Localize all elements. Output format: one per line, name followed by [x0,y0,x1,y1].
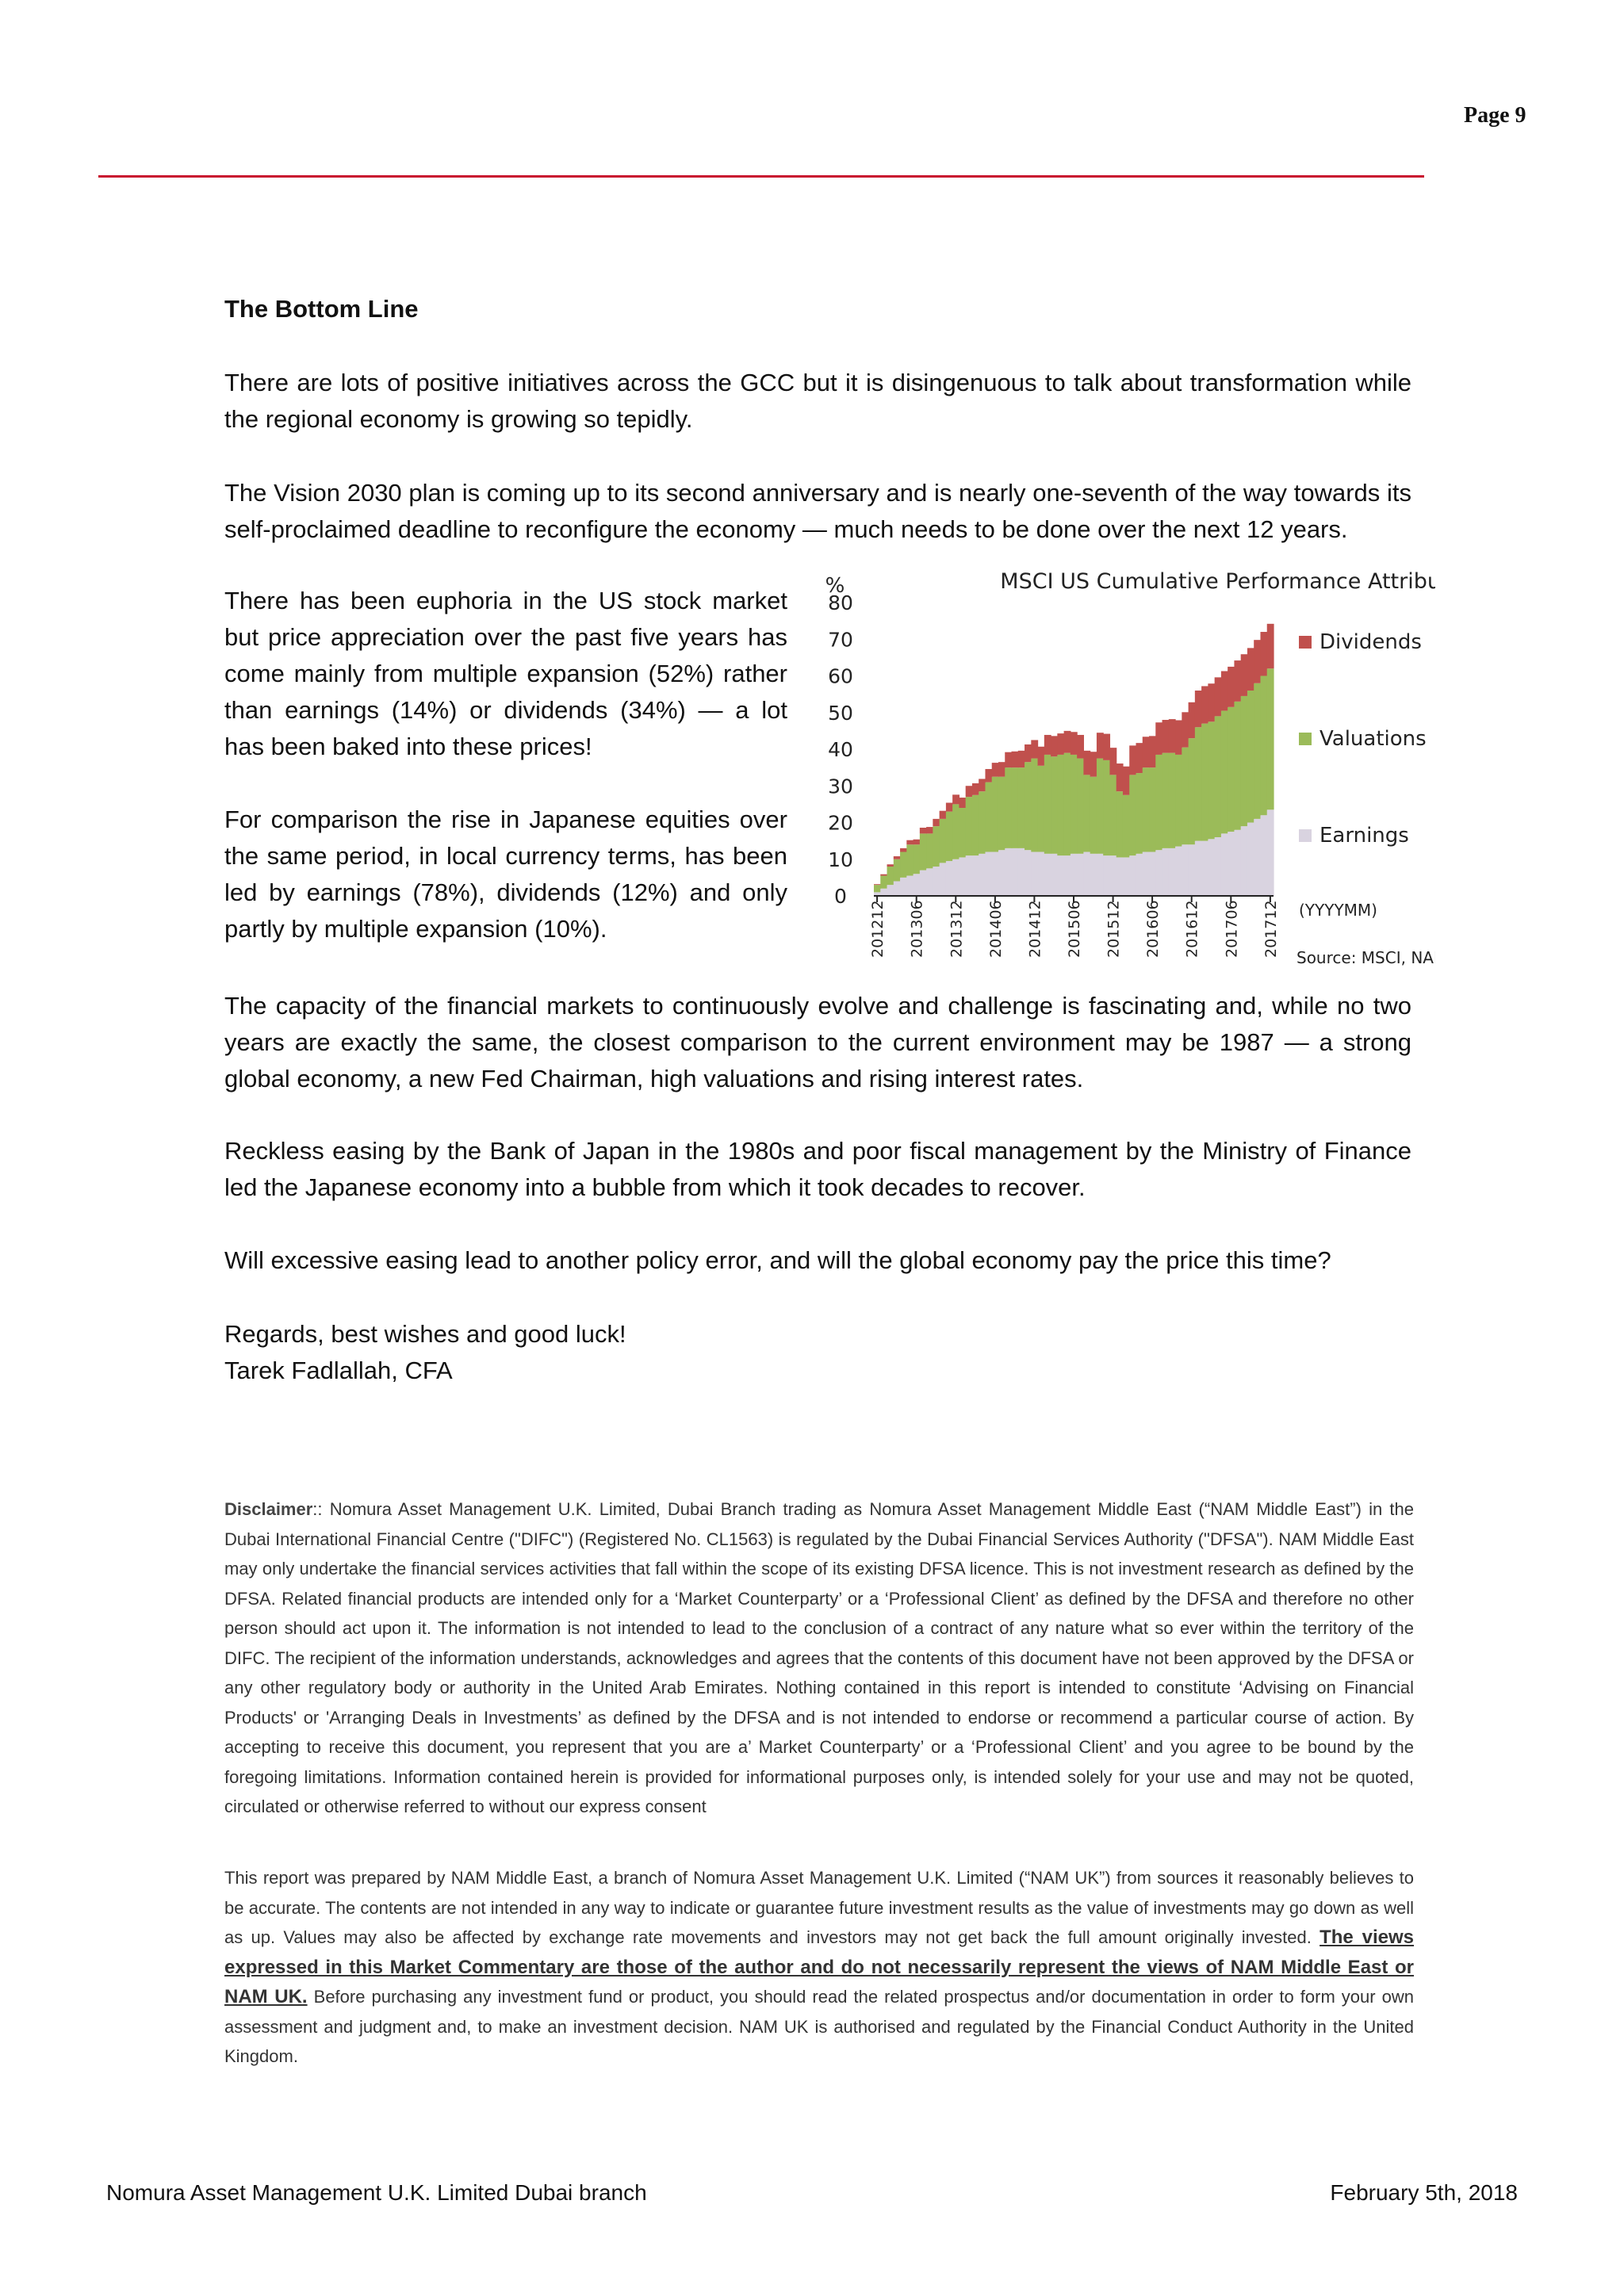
bar-valuations-201408 [1005,767,1012,848]
page-number: Page 9 [1464,103,1526,128]
bar-valuations-201512 [1109,775,1116,855]
y-tick-label: 70 [828,628,853,652]
bar-dividends-201301 [880,874,887,876]
bar-valuations-201602 [1123,795,1130,858]
bar-earnings-201708 [1241,826,1248,896]
bar-earnings-201410 [1018,848,1025,896]
bar-earnings-201612 [1189,844,1196,896]
bar-earnings-201406 [992,852,999,897]
bar-dividends-201408 [1005,752,1012,767]
closing-line: Regards, best wishes and good luck! [224,1320,626,1348]
bar-earnings-201302 [887,885,894,896]
bar-valuations-201611 [1182,748,1189,845]
bar-earnings-201409 [1012,848,1019,896]
paragraph-vision-2030: The Vision 2030 plan is coming up to its second anniversary and is nearly one-seventh of the way towards its self-proclaimed deadline to reconfigure the economy — much needs to be done over the next 12 years. [224,479,1411,543]
chart-svg [801,555,1435,983]
bar-dividends-201708 [1241,654,1248,696]
bar-valuations-201709 [1247,691,1254,823]
bar-valuations-201605 [1143,767,1150,851]
bar-dividends-201401 [959,798,966,808]
bar-valuations-201706 [1228,707,1235,832]
bar-dividends-201607 [1155,722,1162,755]
bar-dividends-201412 [1031,740,1038,758]
bar-earnings-201509 [1090,854,1097,896]
bar-earnings-201602 [1123,857,1130,896]
bar-dividends-201505 [1064,731,1071,753]
chart-y-ticks [828,591,853,908]
bar-dividends-201606 [1149,736,1156,767]
bar-dividends-201410 [1018,751,1025,767]
header-rule [98,175,1424,178]
bar-earnings-201605 [1143,852,1150,897]
bar-valuations-201503 [1051,756,1058,854]
bar-earnings-201312 [952,859,959,896]
bar-dividends-201303 [894,856,901,859]
bar-valuations-201302 [887,867,894,885]
msci-attribution-chart [801,555,1435,983]
bar-valuations-201502 [1044,755,1051,854]
left-column-text [224,583,787,984]
x-tick-label: 201512 [1105,900,1123,958]
bar-valuations-201310 [940,819,947,863]
bar-valuations-201404 [979,791,986,854]
bar-valuations-201308 [926,833,933,868]
bar-dividends-201212 [874,884,881,885]
bar-valuations-201701 [1195,727,1202,840]
bar-valuations-201501 [1038,766,1045,852]
bar-valuations-201411 [1025,762,1032,850]
bar-valuations-201303 [894,859,901,882]
bar-earnings-201310 [940,863,947,896]
bar-dividends-201603 [1129,745,1136,775]
bar-valuations-201311 [946,812,953,861]
bar-dividends-201407 [998,762,1005,777]
bar-dividends-201406 [992,763,999,777]
bar-valuations-201609 [1169,753,1176,848]
bar-dividends-201703 [1208,683,1215,721]
footer-company: Nomura Asset Management U.K. Limited Dubai branch [106,2180,647,2205]
bar-valuations-201504 [1057,755,1064,855]
bar-earnings-201608 [1162,848,1170,896]
bar-dividends-201611 [1182,712,1189,747]
bar-earnings-201702 [1201,841,1208,896]
bar-earnings-201303 [894,882,901,897]
bar-dividends-201512 [1109,748,1116,775]
bar-valuations-201212 [874,885,881,892]
bar-earnings-201508 [1083,852,1090,897]
bar-dividends-201710 [1254,640,1261,683]
chart-x-label: (YYYYMM) [1299,901,1377,920]
bar-valuations-201301 [880,876,887,889]
author-name: Tarek Fadlallah, CFA [224,1357,453,1384]
disclaimer-paragraph-1 [224,1494,1414,1822]
bar-earnings-201501 [1038,852,1045,897]
bar-earnings-201609 [1169,848,1176,896]
legend-swatch-earnings [1299,829,1312,842]
x-tick-label: 201612 [1183,900,1201,958]
bar-valuations-201601 [1116,791,1124,857]
paragraph-us-market: There has been euphoria in the US stock market but price appreciation over the past five years has come mainly from multiple expansion (52%) rather than earnings (14%) or dividends (34%) — a lot has been baked into these prices! [224,587,787,760]
bar-dividends-201308 [926,827,933,833]
disclaimer-text-1: :: Nomura Asset Management U.K. Limited, Dubai Branch trading as Nomura Asset Management Middle East (“NAM Middle East”) in the Dubai International Financial Centre ("DIFC") (Registered No. CL1563) is regulated by the Dubai Financial Services Authority ("DFSA"). NAM Middle East may only undertake the financial services activities that fall within the scope of its existing DFSA licence. This is not investment research as defined by the DFSA. Related financial products are intended only for a ‘Market Counterparty’ or a ‘Professional Client’ as defined by the DFSA and therefore no other person should act upon it. The information is not intended to lead to the conclusion of a contract of any nature what so ever within the territory of the DIFC. The recipient of the information understands, acknowledges and agrees that the contents of this document have not been approved by the DFSA or any other regulatory body or authority in the United Arab Emirates. Nothing contained in this report is intended to constitute ‘Advising on Financial Products' or 'Arranging Deals in Investments’ as defined by the DFSA and is not intended to endorse or recommend a particular course of action. By accepting to receive this document, you represent that you are a’ Market Counterparty’ or a ‘Professional Client’ and you agree to be bound by the foregoing limitations. Information contained herein is provided for informational purposes only, is intended solely for your use and may not be quoted, circulated or otherwise referred to without our express consent [224,1499,1414,1816]
bar-dividends-201511 [1103,734,1110,760]
bar-dividends-201612 [1189,702,1196,738]
bar-earnings-201709 [1247,823,1254,897]
bar-valuations-201406 [992,777,999,852]
x-tick-label: 201606 [1144,900,1162,958]
bar-valuations-201306 [914,844,921,874]
bar-earnings-201503 [1051,854,1058,896]
bar-valuations-201606 [1149,767,1156,851]
y-tick-label: 60 [828,664,853,688]
bar-dividends-201602 [1123,767,1130,795]
legend-swatch-valuations [1299,733,1312,745]
bar-earnings-201412 [1031,852,1038,897]
bar-valuations-201304 [900,852,907,878]
bar-dividends-201707 [1234,660,1241,702]
bar-earnings-201401 [959,857,966,896]
bar-earnings-201705 [1221,833,1228,896]
bar-earnings-201405 [985,852,992,897]
bar-dividends-201311 [946,803,953,812]
bar-valuations-201312 [952,804,959,859]
bar-dividends-201608 [1162,720,1170,753]
bar-dividends-201610 [1175,720,1182,754]
bar-valuations-201608 [1162,753,1170,848]
bar-earnings-201307 [920,871,927,896]
bar-dividends-201305 [906,840,914,845]
bar-earnings-201511 [1103,855,1110,896]
bar-dividends-201604 [1136,743,1143,773]
bar-dividends-201706 [1228,667,1235,707]
bar-valuations-201509 [1090,777,1097,854]
bar-valuations-201507 [1077,759,1084,854]
bar-valuations-201712 [1267,668,1274,809]
bar-earnings-201604 [1136,854,1143,896]
section-heading: The Bottom Line [224,295,419,323]
bar-earnings-201404 [979,854,986,896]
bar-earnings-201601 [1116,857,1124,896]
bar-earnings-201711 [1260,815,1267,896]
bar-dividends-201704 [1215,677,1222,716]
bar-valuations-201506 [1071,755,1078,854]
chart-source: Source: MSCI, NAM [1297,948,1435,967]
disclaimer-label: Disclaimer [224,1499,313,1519]
bar-earnings-201407 [998,850,1005,896]
bar-valuations-201305 [906,844,914,875]
bar-valuations-201607 [1155,755,1162,850]
bar-earnings-201308 [926,868,933,896]
bar-valuations-201410 [1018,767,1025,848]
bar-earnings-201606 [1149,852,1156,897]
legend-label-dividends: Dividends [1320,630,1422,654]
bar-dividends-201609 [1169,719,1176,753]
bar-dividends-201312 [952,794,959,804]
bar-earnings-201706 [1228,832,1235,896]
bar-earnings-201712 [1267,809,1274,896]
bar-dividends-201309 [933,819,940,826]
bar-earnings-201411 [1025,850,1032,896]
bar-dividends-201307 [920,828,927,833]
bar-earnings-201408 [1005,848,1012,896]
x-tick-label: 201706 [1223,900,1241,958]
bar-valuations-201412 [1031,759,1038,852]
bar-dividends-201501 [1038,747,1045,766]
bar-earnings-201505 [1064,855,1071,896]
bar-dividends-201405 [985,769,992,783]
bar-valuations-201508 [1083,775,1090,851]
bar-valuations-201409 [1012,767,1019,848]
bar-dividends-201302 [887,864,894,867]
bar-valuations-201610 [1175,755,1182,847]
bar-earnings-201504 [1057,855,1064,896]
bar-earnings-201703 [1208,839,1215,896]
bar-earnings-201603 [1129,855,1136,896]
bar-valuations-201612 [1189,738,1196,844]
bar-dividends-201702 [1201,686,1208,723]
bar-valuations-201403 [972,795,979,855]
chart-plot-area [874,624,1274,896]
bar-valuations-201710 [1254,683,1261,819]
disclaimer-text-2c: Before purchasing any investment fund or product, you should read the related prospectus and/or documentation in order to form your own assessment and judgment and, to make an investment decision. NAM UK is authorised and regulated by the Financial Conduct Authority in the United Kingdom. [224,1987,1415,2066]
bar-earnings-201306 [914,874,921,896]
views-disclaimer: The views expressed in this Market Commentary are those of the author and do not necessarily represent the views of NAM Middle East or NAM UK. [224,1927,1414,2007]
bar-dividends-201509 [1090,752,1097,776]
bar-earnings-201512 [1109,855,1116,896]
x-tick-label: 201312 [948,900,966,958]
bar-dividends-201712 [1267,624,1274,668]
x-tick-label: 201212 [869,900,887,958]
bar-dividends-201304 [900,848,907,852]
bar-dividends-201508 [1083,751,1090,775]
bar-dividends-201709 [1247,648,1254,691]
signature-block [224,1316,1411,1389]
bar-dividends-201306 [914,840,921,844]
disclaimer-text-2a: This report was prepared by NAM Middle East, a branch of Nomura Asset Management U.K. Limited (“NAM UK”) from sources it reasonably believes to be accurate. The contents are not intended in any way to indicate or guarantee future investment results as the value of investments may go down as well as up. Values may also be affected by exchange rate movements and investors may not get back the full amount originally invested. [224,1868,1414,1947]
paragraph-markets-1987: The capacity of the financial markets to continuously evolve and challenge is fascinating and, while no two years are exactly the same, the closest comparison to the current environment may be 1987 — a strong global economy, a new Fed Chairman, high valuations and rising interest rates. [224,992,1411,1093]
disclaimer-paragraph-2 [224,1863,1414,2072]
bar-valuations-201604 [1136,773,1143,854]
bar-earnings-201402 [966,855,973,896]
chart-legend [1299,630,1427,848]
bar-dividends-201605 [1143,737,1150,767]
bar-valuations-201407 [998,777,1005,850]
bar-earnings-201701 [1195,841,1202,896]
bar-dividends-201506 [1071,732,1078,755]
bar-valuations-201711 [1260,676,1267,816]
bar-valuations-201511 [1103,760,1110,855]
x-tick-label: 201406 [986,900,1005,958]
bar-dividends-201411 [1025,744,1032,762]
x-tick-label: 201712 [1262,900,1280,958]
y-tick-label: 50 [828,701,853,725]
bar-dividends-201701 [1195,691,1202,727]
bar-dividends-201705 [1221,671,1228,710]
bar-dividends-201409 [1012,752,1019,767]
bar-earnings-201610 [1175,847,1182,896]
bar-dividends-201404 [979,779,986,791]
bar-earnings-201506 [1071,854,1078,896]
bar-earnings-201309 [933,867,940,896]
bar-valuations-201702 [1201,724,1208,841]
bar-dividends-201310 [940,811,947,819]
bar-dividends-201510 [1097,733,1104,758]
x-tick-label: 201506 [1066,900,1083,958]
paragraph-japan-comparison: For comparison the rise in Japanese equities over the same period, in local currency terms, has been led by earnings (78%), dividends (12%) and only partly by multiple expansion (10%). [224,806,787,943]
bar-valuations-201703 [1208,721,1215,839]
legend-label-earnings: Earnings [1320,824,1409,848]
bar-dividends-201403 [972,783,979,795]
bar-valuations-201705 [1221,710,1228,833]
footer-date: February 5th, 2018 [1330,2180,1518,2205]
bar-dividends-201504 [1057,733,1064,755]
bar-valuations-201704 [1215,716,1222,837]
bar-valuations-201707 [1234,702,1241,830]
chart-x-ticks [869,896,1280,958]
paragraph-policy-question: Will excessive easing lead to another policy error, and will the global economy pay the price this time? [224,1246,1331,1274]
bar-valuations-201405 [985,783,992,852]
bar-dividends-201601 [1116,763,1124,791]
bar-earnings-201305 [906,876,914,896]
bar-earnings-201704 [1215,837,1222,896]
paragraph-boj-easing: Reckless easing by the Bank of Japan in the 1980s and poor fiscal management by the Ministry of Finance led the Japanese economy into a bubble from which it took decades to recover. [224,1137,1411,1201]
bar-earnings-201707 [1234,830,1241,896]
legend-label-valuations: Valuations [1320,727,1427,751]
bar-earnings-201311 [946,861,953,896]
bar-earnings-201502 [1044,854,1051,896]
bar-valuations-201603 [1129,775,1136,855]
bar-dividends-201502 [1044,735,1051,755]
bar-valuations-201510 [1097,759,1104,854]
x-tick-label: 201306 [908,900,926,958]
paragraph-gcc: There are lots of positive initiatives across the GCC but it is disingenuous to talk about transformation while the regional economy is growing so tepidly. [224,369,1411,433]
bar-dividends-201711 [1260,632,1267,676]
bar-dividends-201507 [1077,735,1084,759]
bar-dividends-201402 [966,786,973,797]
bar-earnings-201607 [1155,850,1162,896]
bar-earnings-201403 [972,855,979,896]
chart-title: MSCI US Cumulative Performance Attribution [1000,569,1435,594]
y-tick-label: 10 [828,848,853,871]
bar-earnings-201611 [1182,844,1189,896]
bar-earnings-201301 [880,889,887,896]
y-tick-label: 80 [828,591,853,614]
y-tick-label: 20 [828,811,853,835]
chart-y-label: % [825,574,845,598]
bar-valuations-201505 [1064,753,1071,856]
bar-earnings-201710 [1254,819,1261,896]
y-tick-label: 40 [828,738,853,761]
y-tick-label: 30 [828,775,853,798]
y-tick-label: 0 [834,885,847,908]
bar-dividends-201503 [1051,736,1058,756]
bar-earnings-201304 [900,878,907,896]
bar-valuations-201402 [966,797,973,855]
legend-swatch-dividends [1299,636,1312,649]
bar-earnings-201507 [1077,854,1084,896]
bar-valuations-201309 [933,826,940,867]
bar-earnings-201510 [1097,854,1104,896]
bar-valuations-201708 [1241,696,1248,826]
bar-valuations-201307 [920,833,927,870]
bar-valuations-201401 [959,808,966,857]
x-tick-label: 201412 [1026,900,1044,958]
